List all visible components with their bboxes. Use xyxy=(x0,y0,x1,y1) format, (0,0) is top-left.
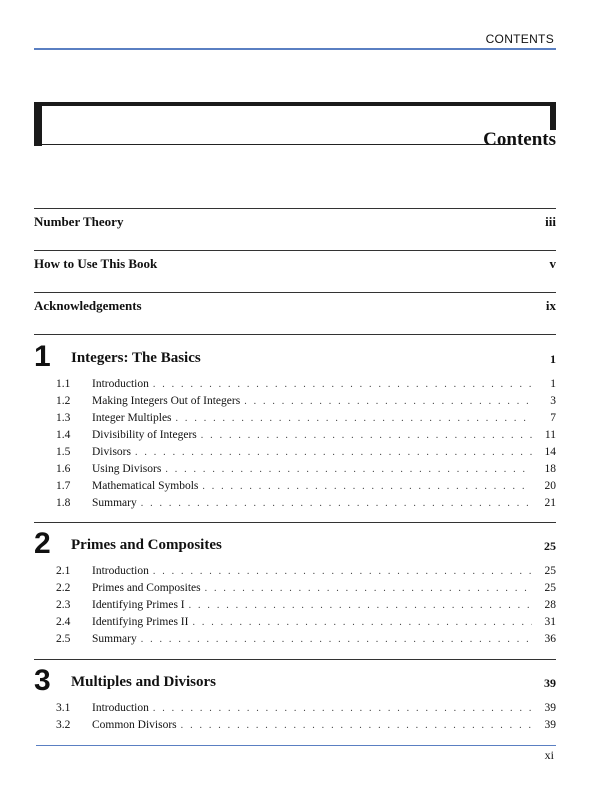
section-page: 11 xyxy=(544,429,556,441)
dot-leader xyxy=(205,583,532,594)
title-frame-top xyxy=(34,102,556,106)
chapter-page: 25 xyxy=(544,539,556,553)
dot-leader xyxy=(153,566,532,577)
section-title: Common Divisors xyxy=(92,719,177,731)
section-title: Integer Multiples xyxy=(92,412,172,424)
running-head: CONTENTS xyxy=(485,32,554,46)
divider xyxy=(34,208,556,209)
chapter-heading[interactable] xyxy=(34,340,556,373)
toc-entry-page: ix xyxy=(545,298,556,313)
toc-entry-page: v xyxy=(549,256,556,271)
divider xyxy=(34,292,556,293)
dot-leader xyxy=(181,720,532,731)
section-number: 2.5 xyxy=(56,633,71,645)
section-entry[interactable] xyxy=(34,599,556,616)
section-number: 1.6 xyxy=(56,463,71,475)
section-entry[interactable] xyxy=(34,565,556,582)
dot-leader xyxy=(135,447,532,458)
chapter-heading[interactable] xyxy=(34,664,556,697)
dot-leader xyxy=(176,413,532,424)
chapter-title: Integers: The Basics xyxy=(71,350,201,366)
section-entry[interactable] xyxy=(34,446,556,463)
section-entry[interactable] xyxy=(34,480,556,497)
chapter-1 xyxy=(34,340,556,514)
dot-leader xyxy=(165,464,532,475)
chapter-number: 1 xyxy=(34,340,51,373)
dot-leader xyxy=(141,498,532,509)
section-number: 3.2 xyxy=(56,719,71,731)
section-title: Making Integers Out of Integers xyxy=(92,395,241,407)
section-entry[interactable] xyxy=(34,395,556,412)
section-entry[interactable] xyxy=(34,616,556,633)
section-number: 1.5 xyxy=(56,446,71,458)
section-title: Mathematical Symbols xyxy=(92,480,199,492)
chapter-2 xyxy=(34,527,556,650)
divider xyxy=(34,250,556,251)
section-page: 25 xyxy=(544,582,556,594)
dot-leader xyxy=(153,703,532,714)
section-page: 39 xyxy=(544,719,556,731)
divider xyxy=(34,522,556,523)
section-entry[interactable] xyxy=(34,412,556,429)
header-rule xyxy=(34,48,556,50)
section-entry[interactable] xyxy=(34,429,556,446)
section-page: 7 xyxy=(550,412,556,424)
section-title: Summary xyxy=(92,497,137,509)
title-frame-right xyxy=(550,102,556,130)
section-page: 21 xyxy=(544,497,556,509)
title-frame-left xyxy=(34,102,42,146)
section-entry[interactable] xyxy=(34,378,556,395)
toc-entry[interactable] xyxy=(34,214,556,234)
section-title: Using Divisors xyxy=(92,463,162,475)
dot-leader xyxy=(189,600,532,611)
section-page: 39 xyxy=(544,702,556,714)
section-number: 2.4 xyxy=(56,616,71,628)
section-page: 18 xyxy=(544,463,556,475)
section-number: 1.1 xyxy=(56,378,71,390)
section-page: 31 xyxy=(544,616,556,628)
section-entry[interactable] xyxy=(34,582,556,599)
chapter-title: Multiples and Divisors xyxy=(71,674,217,690)
toc-entry-title: How to Use This Book xyxy=(34,256,158,271)
chapter-page: 39 xyxy=(544,676,556,690)
section-title: Summary xyxy=(92,633,137,645)
section-number: 1.3 xyxy=(56,412,71,424)
section-title: Divisors xyxy=(92,446,131,458)
section-page: 14 xyxy=(544,446,556,458)
chapter-title: Primes and Composites xyxy=(71,537,222,553)
toc-entry-page: iii xyxy=(545,214,556,229)
section-number: 3.1 xyxy=(56,702,71,714)
section-page: 20 xyxy=(544,480,556,492)
dot-leader xyxy=(153,379,532,390)
section-title: Identifying Primes II xyxy=(92,616,189,628)
toc-entry[interactable] xyxy=(34,298,556,318)
section-title: Introduction xyxy=(92,702,149,714)
section-page: 3 xyxy=(550,395,556,407)
dot-leader xyxy=(192,617,532,628)
section-entry[interactable] xyxy=(34,633,556,650)
section-page: 28 xyxy=(544,599,556,611)
toc-entry[interactable] xyxy=(34,256,556,276)
chapter-3 xyxy=(34,664,556,736)
section-number: 2.2 xyxy=(56,582,71,594)
section-number: 1.2 xyxy=(56,395,71,407)
section-entry[interactable] xyxy=(34,463,556,480)
dot-leader xyxy=(141,634,532,645)
section-title: Identifying Primes I xyxy=(92,599,185,611)
toc-entry-title: Acknowledgements xyxy=(34,298,142,313)
section-title: Introduction xyxy=(92,378,149,390)
section-page: 36 xyxy=(544,633,556,645)
divider xyxy=(34,334,556,335)
page-title: Contents xyxy=(483,129,556,150)
chapter-page: 1 xyxy=(550,352,556,366)
dot-leader xyxy=(202,481,532,492)
section-entry[interactable] xyxy=(34,719,556,736)
section-title: Introduction xyxy=(92,565,149,577)
section-entry[interactable] xyxy=(34,497,556,514)
title-frame xyxy=(34,102,556,150)
section-number: 1.7 xyxy=(56,480,71,492)
page-number: xi xyxy=(544,748,554,762)
divider xyxy=(34,659,556,660)
section-title: Divisibility of Integers xyxy=(92,429,197,441)
section-title: Primes and Composites xyxy=(92,582,201,594)
footer-rule xyxy=(36,745,556,746)
section-entry[interactable] xyxy=(34,702,556,719)
dot-leader xyxy=(244,396,532,407)
toc-entry-title: Number Theory xyxy=(34,214,124,229)
dot-leader xyxy=(201,430,532,441)
section-number: 2.3 xyxy=(56,599,71,611)
chapter-number: 2 xyxy=(34,527,51,560)
title-underline xyxy=(42,144,510,145)
section-number: 1.4 xyxy=(56,429,71,441)
chapter-number: 3 xyxy=(34,664,51,697)
section-page: 1 xyxy=(550,378,556,390)
section-page: 25 xyxy=(544,565,556,577)
section-number: 1.8 xyxy=(56,497,71,509)
chapter-heading[interactable] xyxy=(34,527,556,560)
section-number: 2.1 xyxy=(56,565,71,577)
